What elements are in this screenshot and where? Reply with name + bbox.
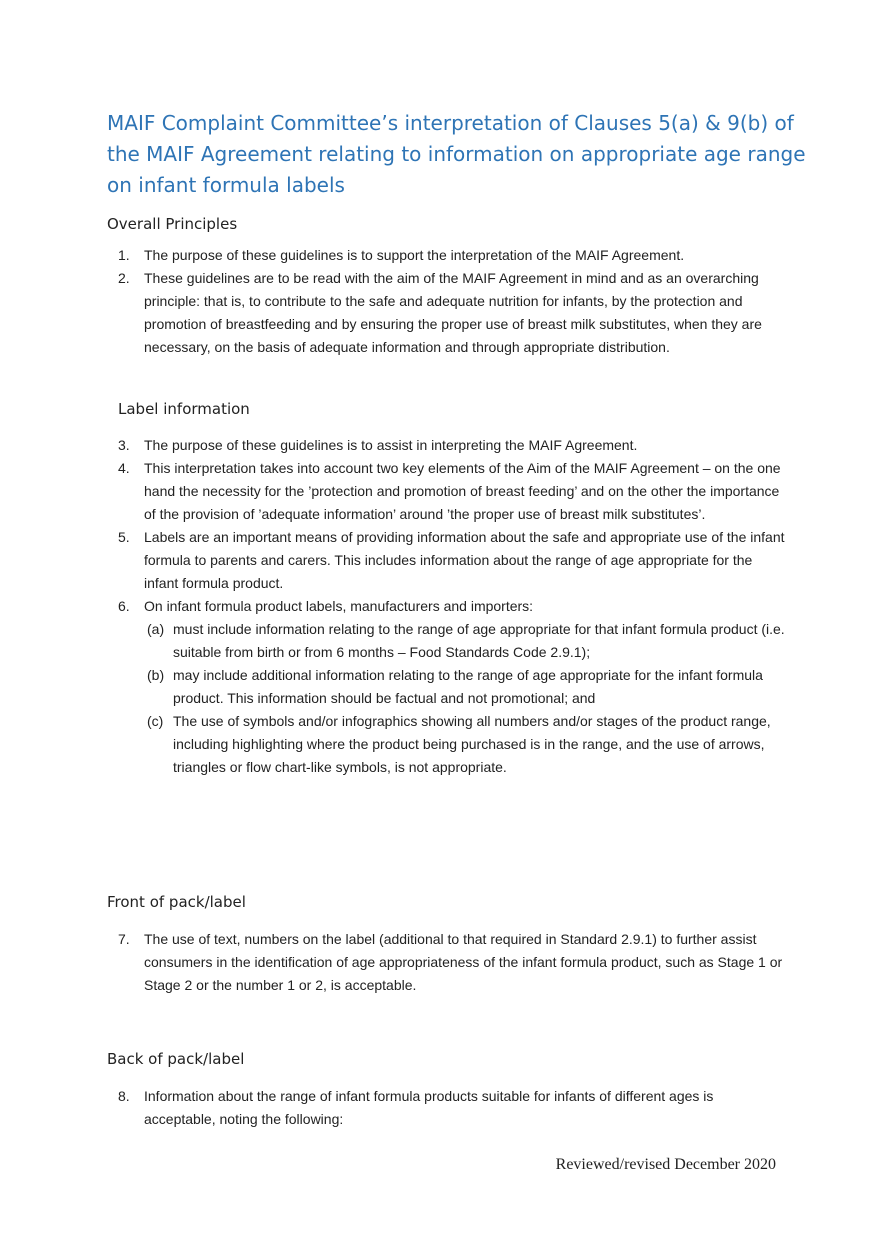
sub-item-number: (b) — [147, 667, 165, 683]
item-text: On infant formula product labels, manufacturers and importers: — [144, 598, 534, 614]
list-item-2 — [107, 267, 787, 359]
item-text: The purpose of these guidelines is to assist in interpreting the MAIF Agreement. — [144, 437, 638, 453]
item-number: 3. — [118, 437, 130, 453]
item-number: 7. — [118, 931, 130, 947]
page-footer: Reviewed/revised December 2020 — [555, 1156, 776, 1173]
label-information-list — [107, 434, 787, 779]
back-of-pack-list — [107, 1085, 787, 1131]
heading-overall-principles: Overall Principles — [107, 215, 238, 233]
item-text: Labels are an important means of providing information about the safe and appropriate use of the infant formula to parents and carers. This includes information about the range of age appropriate for the infant formula product. — [144, 529, 785, 591]
heading-back-of-pack: Back of pack/label — [107, 1050, 245, 1068]
sub-item-text: may include additional information relating to the range of age appropriate for the infant formula product. This information should be factual and not promotional; and — [173, 667, 763, 706]
sub-item-a — [107, 618, 787, 664]
sub-item-number: (a) — [147, 621, 165, 637]
list-item-6 — [107, 595, 787, 779]
item-text: The use of text, numbers on the label (additional to that required in Standard 2.9.1) to further assist consumers in the identification of age appropriateness of the infant formula product, such as Stage 1 or Stage 2 or the number 1 or 2, is acceptable. — [144, 931, 783, 993]
item-number: 2. — [118, 270, 130, 286]
item-text: This interpretation takes into account two key elements of the Aim of the MAIF Agreement – on the one hand the necessity for the ’protection and promotion of breast feeding’ and on the other the importance of the provision of ’adequate information’ around ’the proper use of breast milk substitutes’. — [144, 460, 781, 522]
list-item-5 — [107, 526, 787, 595]
sub-item-c — [107, 710, 787, 779]
item-number: 4. — [118, 460, 130, 476]
item-text: The purpose of these guidelines is to support the interpretation of the MAIF Agreement. — [144, 247, 685, 263]
front-of-pack-list — [107, 928, 787, 997]
list-item-1 — [107, 244, 787, 267]
sub-item-text: The use of symbols and/or infographics showing all numbers and/or stages of the product range, including highlighting where the product being purchased is in the range, and the use of arrows, triangles or flow chart-like symbols, is not appropriate. — [173, 713, 771, 775]
heading-front-of-pack: Front of pack/label — [107, 893, 246, 911]
sub-item-number: (c) — [147, 713, 164, 729]
item-text: Information about the range of infant formula products suitable for infants of different ages is acceptable, noting the following: — [144, 1088, 714, 1127]
item-number: 6. — [118, 598, 130, 614]
item-number: 5. — [118, 529, 130, 545]
item-number: 8. — [118, 1088, 130, 1104]
list-item-4 — [107, 457, 787, 526]
item-number: 1. — [118, 247, 130, 263]
document-title: MAIF Complaint Committee’s interpretation of Clauses 5(a) & 9(b) of the MAIF Agreement relating to information on appropriate age range on infant formula labels — [107, 111, 806, 197]
list-item-3 — [107, 434, 787, 457]
list-item-8 — [107, 1085, 787, 1131]
sub-list — [144, 618, 787, 779]
list-item-7 — [107, 928, 787, 997]
heading-label-information: Label information — [118, 400, 250, 418]
sub-item-b — [107, 664, 787, 710]
item-text: These guidelines are to be read with the aim of the MAIF Agreement in mind and as an overarching principle: that is, to contribute to the safe and adequate nutrition for infants, by the protection and promotion of breastfeeding and by ensuring the proper use of breast milk substitutes, when they are necessary, on the basis of adequate information and through appropriate distribution. — [144, 270, 762, 355]
sub-item-text: must include information relating to the range of age appropriate for that infant formula product (i.e. suitable from birth or from 6 months – Food Standards Code 2.9.1); — [173, 621, 785, 660]
overall-principles-list — [107, 244, 787, 359]
